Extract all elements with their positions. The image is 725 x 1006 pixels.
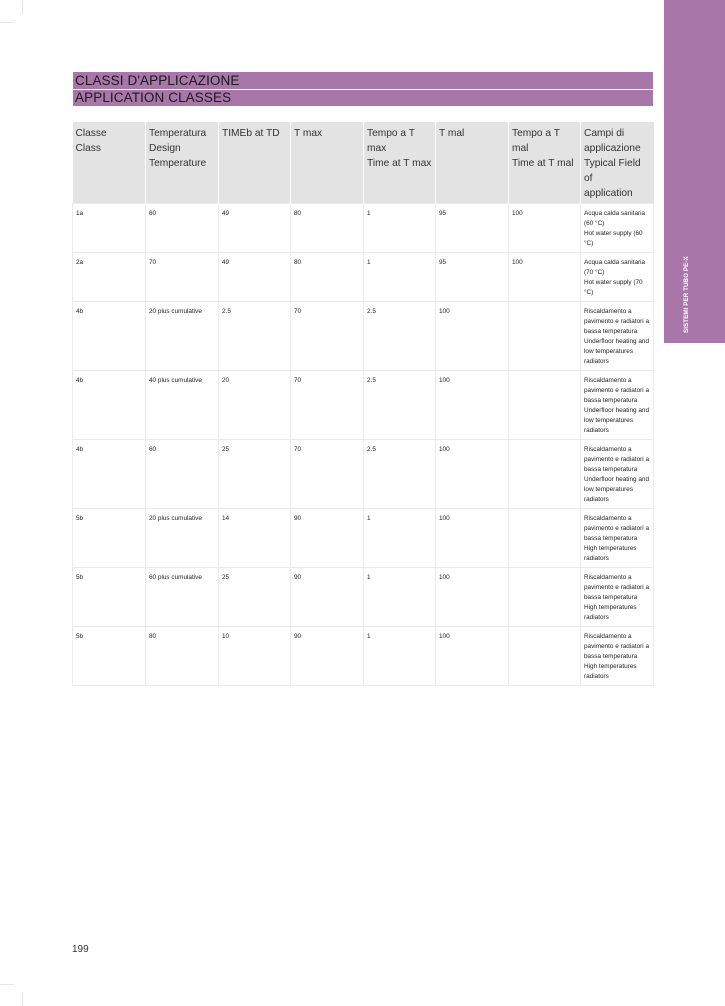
- cell-time-at-t-max: 1: [364, 253, 436, 302]
- cell-time-at-t-max: 2.5: [364, 302, 436, 371]
- cell-class: 5b: [73, 568, 146, 627]
- cell-t-mal: 100: [436, 627, 509, 686]
- header-line: TIMEb at TD: [222, 128, 280, 139]
- cell-class: 5b: [73, 509, 146, 568]
- cell-time-at-t-mal: 100: [509, 204, 581, 253]
- header-field-of-application: [581, 122, 654, 204]
- header-line: Temperatura: [149, 128, 207, 139]
- cell-field-of-application: Riscaldamento a pavimento e radiatori a bassa temperatura High temperatures radiators: [581, 627, 654, 686]
- cell-time-at-t-mal: [509, 568, 581, 627]
- header-line: T max: [294, 128, 323, 139]
- header-line: Typical Field of: [584, 158, 641, 184]
- cell-t-mal: 100: [436, 440, 509, 509]
- table-row: [73, 204, 654, 253]
- table-row: [73, 627, 654, 686]
- cell-field-of-application: Riscaldamento a pavimento e radiatori a bassa temperatura High temperatures radiators: [581, 509, 654, 568]
- cell-t-mal: 95: [436, 253, 509, 302]
- cell-time-at-t-mal: [509, 440, 581, 509]
- header-line: Class: [75, 143, 101, 154]
- crop-mark: [22, 0, 23, 14]
- cell-class: 5b: [73, 627, 146, 686]
- cell-design-temperature: 20 plus cumulative: [146, 302, 219, 371]
- cell-design-temperature: 60 plus cumulative: [146, 568, 219, 627]
- header-time-at-t-mal: [509, 122, 581, 204]
- table-body: [73, 204, 654, 686]
- crop-mark: [22, 992, 23, 1006]
- cell-design-temperature: 20 plus cumulative: [146, 509, 219, 568]
- cell-time-at-td: 14: [219, 509, 291, 568]
- header-line: Time at T mal: [512, 158, 574, 169]
- cell-t-max: 80: [291, 204, 364, 253]
- page-number: 199: [72, 944, 89, 955]
- table-row: [73, 440, 654, 509]
- header-line: Time at T max: [367, 158, 432, 169]
- section-side-tab: [664, 0, 725, 343]
- header-line: Temperature: [149, 158, 207, 169]
- cell-field-of-application: Acqua calda sanitaria (60 °C) Hot water supply (60 °C): [581, 204, 654, 253]
- cell-time-at-td: 2.5: [219, 302, 291, 371]
- header-t-max: [291, 122, 364, 204]
- cell-t-mal: 100: [436, 371, 509, 440]
- cell-t-max: 80: [291, 253, 364, 302]
- page-title-english: APPLICATION CLASSES: [75, 90, 232, 105]
- cell-design-temperature: 60: [146, 204, 219, 253]
- header-design-temperature: [146, 122, 219, 204]
- header-time-at-td: [219, 122, 291, 204]
- cell-t-mal: 100: [436, 509, 509, 568]
- cell-time-at-td: 49: [219, 204, 291, 253]
- cell-design-temperature: 70: [146, 253, 219, 302]
- cell-time-at-td: 49: [219, 253, 291, 302]
- cell-t-max: 70: [291, 302, 364, 371]
- cell-t-max: 90: [291, 568, 364, 627]
- cell-t-mal: 100: [436, 568, 509, 627]
- cell-time-at-td: 20: [219, 371, 291, 440]
- table-row: [73, 253, 654, 302]
- cell-class: 1a: [73, 204, 146, 253]
- header-class: [73, 122, 146, 204]
- header-line: mal: [512, 143, 529, 154]
- cell-t-max: 90: [291, 509, 364, 568]
- cell-class: 4b: [73, 302, 146, 371]
- cell-time-at-t-mal: [509, 627, 581, 686]
- cell-field-of-application: Riscaldamento a pavimento e radiatori a bassa temperatura Underfloor heating and low temperatures radiators: [581, 302, 654, 371]
- cell-design-temperature: 60: [146, 440, 219, 509]
- cell-field-of-application: Riscaldamento a pavimento e radiatori a bassa temperatura High temperatures radiators: [581, 568, 654, 627]
- cell-time-at-t-max: 1: [364, 204, 436, 253]
- cell-time-at-td: 10: [219, 627, 291, 686]
- cell-t-max: 90: [291, 627, 364, 686]
- cell-time-at-t-mal: [509, 509, 581, 568]
- cell-field-of-application: Riscaldamento a pavimento e radiatori a bassa temperatura Underfloor heating and low temperatures radiators: [581, 440, 654, 509]
- header-line: T mal: [439, 128, 465, 139]
- section-side-tab-label: SISTEMI PER TUBO PE-X: [683, 256, 690, 333]
- header-line: max: [367, 143, 387, 154]
- cell-t-mal: 95: [436, 204, 509, 253]
- table-header-row: [73, 122, 654, 204]
- crop-mark: [0, 984, 14, 985]
- cell-t-mal: 100: [436, 302, 509, 371]
- cell-class: 2a: [73, 253, 146, 302]
- header-line: Classe: [75, 128, 107, 139]
- cell-design-temperature: 40 plus cumulative: [146, 371, 219, 440]
- table-row: [73, 568, 654, 627]
- cell-t-max: 70: [291, 440, 364, 509]
- cell-time-at-t-max: 2.5: [364, 371, 436, 440]
- cell-class: 4b: [73, 440, 146, 509]
- crop-mark: [0, 22, 14, 23]
- cell-time-at-t-max: 1: [364, 568, 436, 627]
- cell-time-at-td: 25: [219, 440, 291, 509]
- table-row: [73, 371, 654, 440]
- table-row: [73, 302, 654, 371]
- header-time-at-t-max: [364, 122, 436, 204]
- application-classes-table: [72, 122, 654, 686]
- header-line: applicazione: [584, 143, 641, 154]
- cell-class: 4b: [73, 371, 146, 440]
- cell-design-temperature: 80: [146, 627, 219, 686]
- header-t-mal: [436, 122, 509, 204]
- cell-field-of-application: Acqua calda sanitaria (70 °C) Hot water supply (70 °C): [581, 253, 654, 302]
- header-line: Tempo a T: [512, 128, 560, 139]
- cell-time-at-t-mal: 100: [509, 253, 581, 302]
- cell-time-at-t-max: 2.5: [364, 440, 436, 509]
- cell-time-at-t-mal: [509, 371, 581, 440]
- header-line: application: [584, 188, 633, 199]
- cell-t-max: 70: [291, 371, 364, 440]
- cell-time-at-t-mal: [509, 302, 581, 371]
- cell-field-of-application: Riscaldamento a pavimento e radiatori a bassa temperatura Underfloor heating and low temperatures radiators: [581, 371, 654, 440]
- cell-time-at-t-max: 1: [364, 627, 436, 686]
- page-title-italian: CLASSI D'APPLICAZIONE: [75, 73, 240, 88]
- header-line: Tempo a T: [367, 128, 415, 139]
- header-line: Campi di: [584, 128, 625, 139]
- cell-time-at-td: 25: [219, 568, 291, 627]
- cell-time-at-t-max: 1: [364, 509, 436, 568]
- title-band: [73, 72, 653, 106]
- header-line: Design: [149, 143, 181, 154]
- table-row: [73, 509, 654, 568]
